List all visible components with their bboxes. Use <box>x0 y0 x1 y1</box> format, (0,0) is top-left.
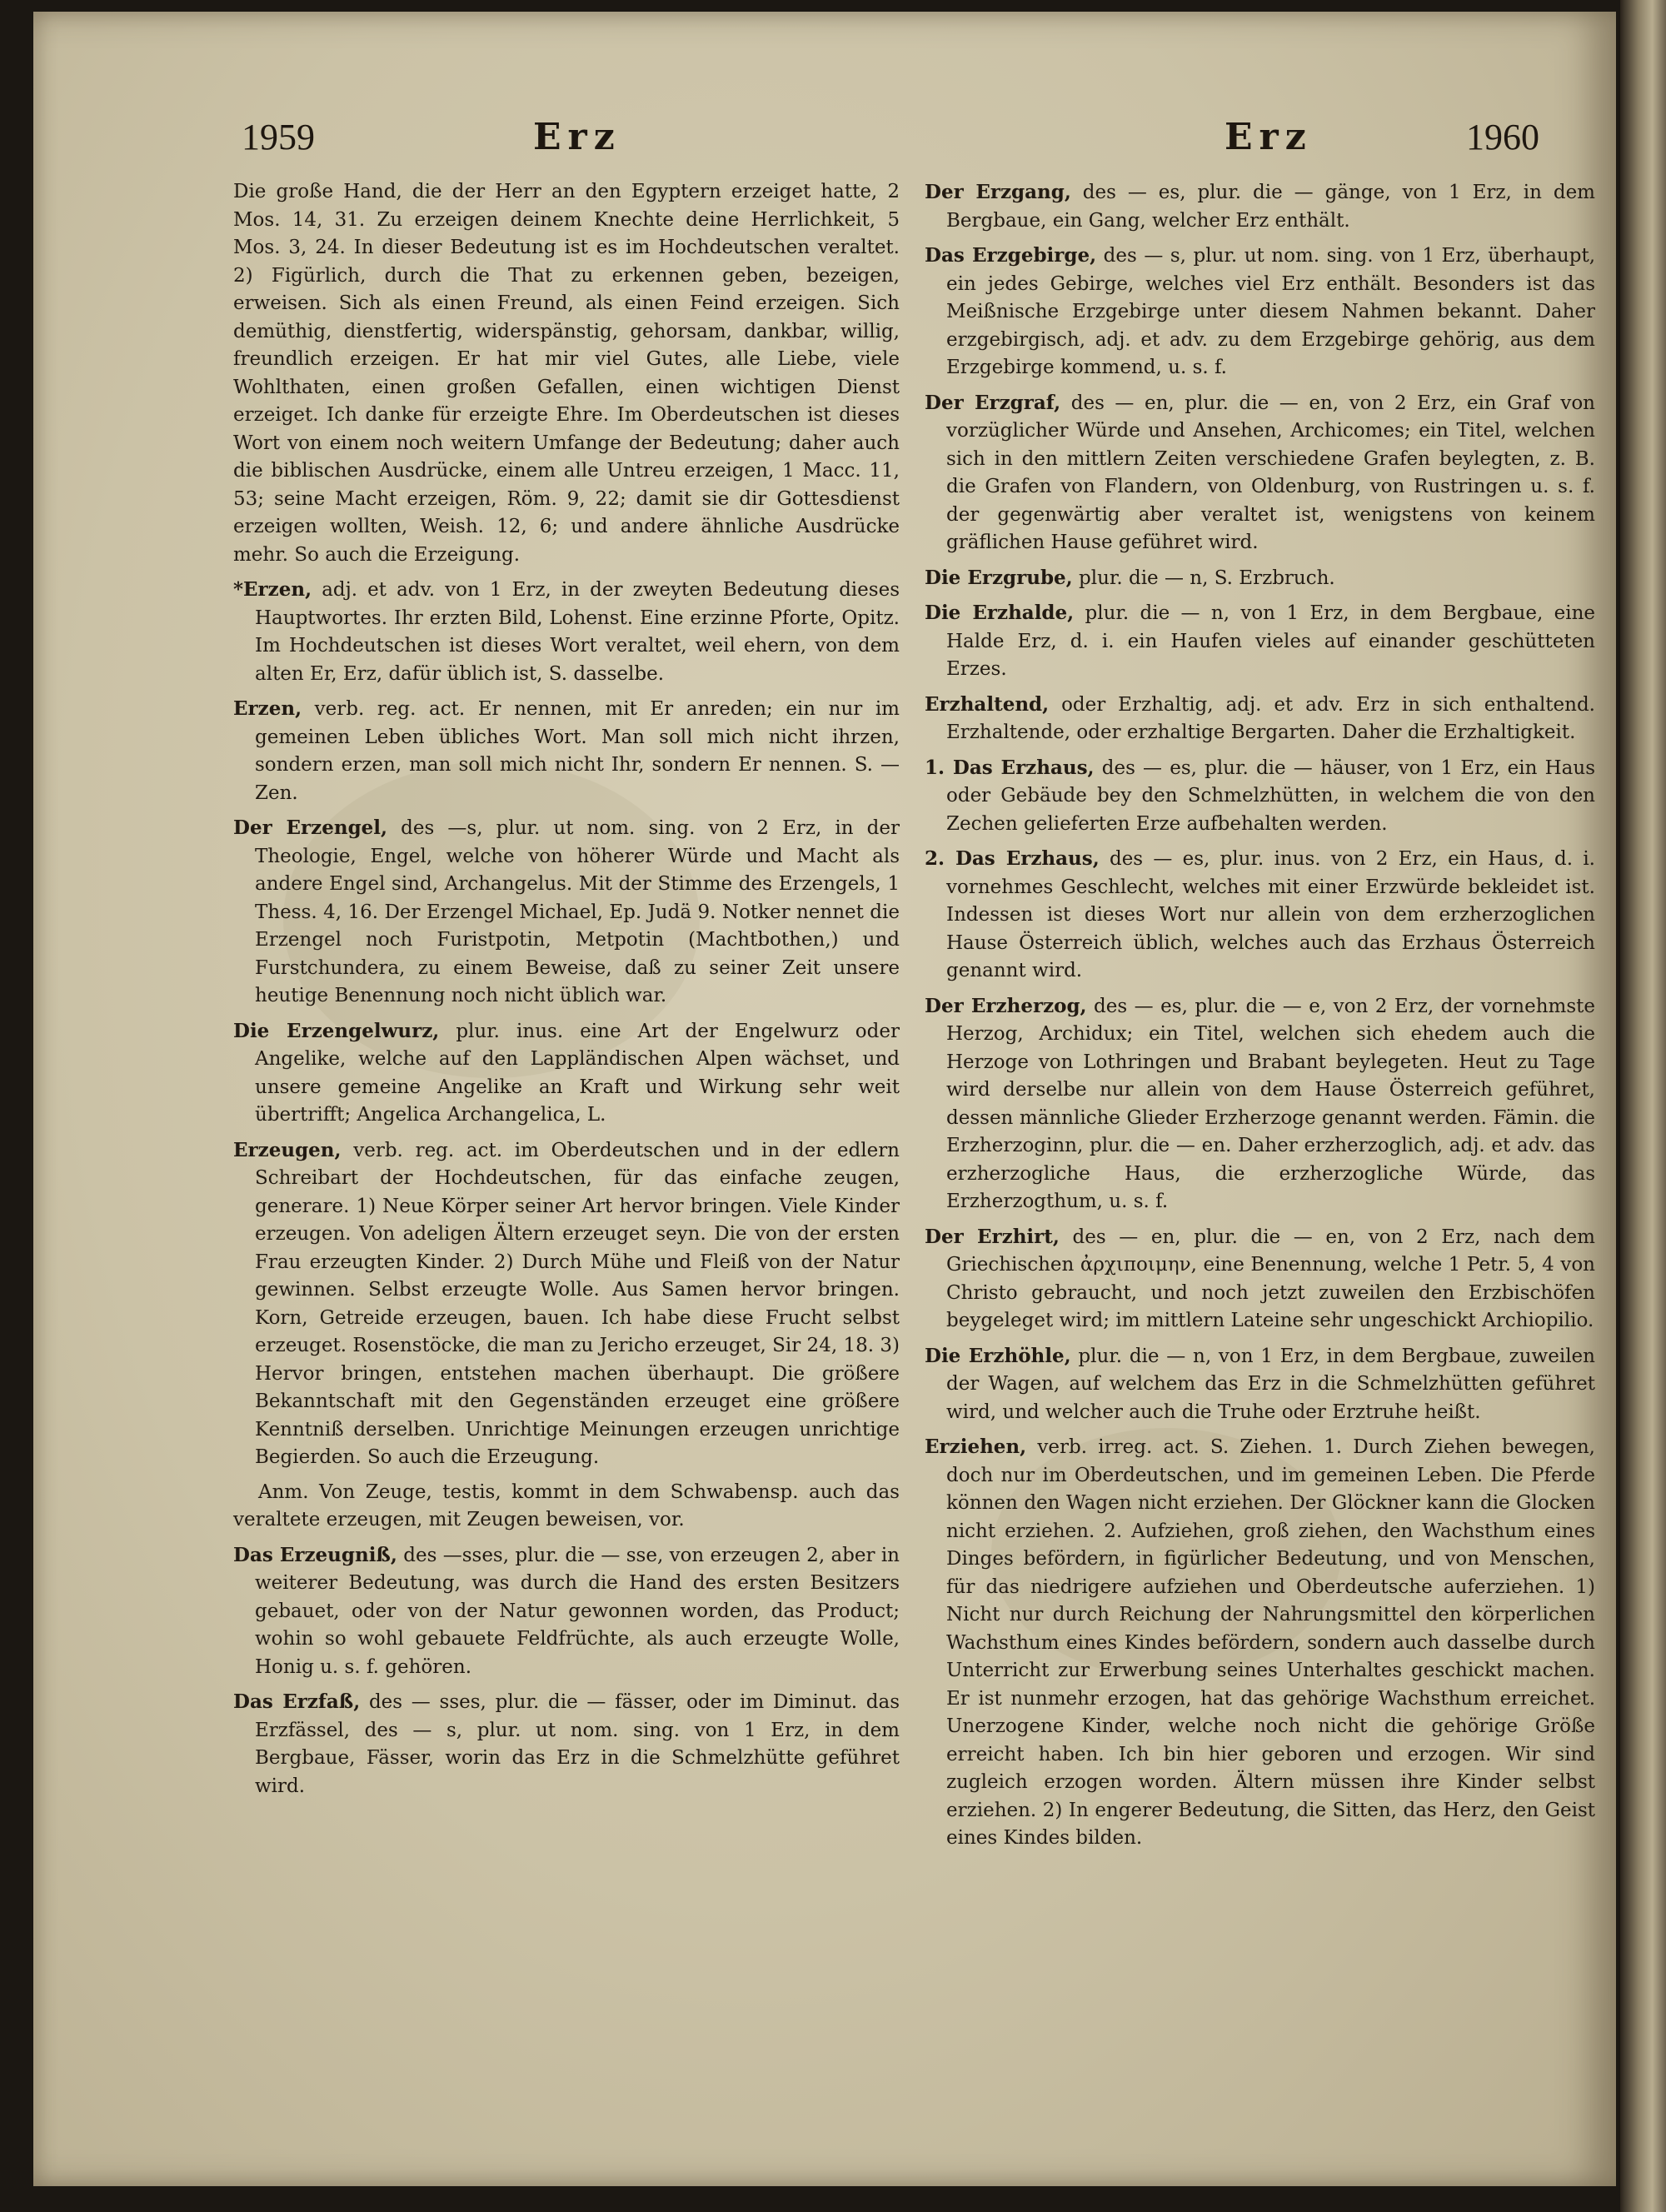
entry-headword: 2. Das Erzhaus, <box>925 847 1100 870</box>
page-number-right: 1960 <box>1466 117 1539 157</box>
entry-text: plur. die — n, von 1 Erz, in dem Bergbaue, zuweilen der Wagen, auf welchem das Erz in die Schmelzhütten geführet wird, und welcher auch die Truhe oder Erztruhe heißt. <box>946 1345 1595 1423</box>
entry-headword: Die Erzengelwurz, <box>233 1019 440 1042</box>
dictionary-entry <box>925 1223 1595 1336</box>
entry-text: des — es, plur. die — häuser, von 1 Erz, ein Haus oder Gebäude bey den Schmelzhütten, in welchem die von den Zechen gelieferten Erze aufbehalten werden. <box>946 756 1596 835</box>
entry-text: adj. et adv. von 1 Erz, in der zweyten Bedeutung dieses Hauptwortes. Ihr erzten Bild, Lohenst. Eine erzinne Pforte, Opitz. Im Hochdeutschen ist dieses Wort veraltet, weil ehern, von dem alten Er, Erz, dafür üblich ist, S. dasselbe. <box>255 579 900 685</box>
page-number-left: 1959 <box>242 117 315 157</box>
entry-text: des — s, plur. ut nom. sing. von 1 Erz, überhaupt, ein jedes Gebirge, welches viel Erz enthält. Besonders ist das Meißnische Erzgebirge unter diesem Nahmen bekannt. Daher erzgebirgisch, adj. et adv. zu dem Erzgebirge gehörig, aus dem Erzgebirge kommend, u. s. f. <box>946 245 1596 378</box>
entry-text: Die große Hand, die der Herr an den Egyptern erzeiget hatte, 2 Mos. 14, 31. Zu erzeigen deinem Knechte deine Herrlichkeit, 5 Mos. 3, 24. In dieser Bedeutung ist es im Hochdeutschen veraltet. 2) Figürlich, durch die That zu erkennen geben, bezeigen, erweisen. Sich als einen Freund, als einen Feind erzeigen. Sich demüthig, dienstfertig, widerspänstig, gehorsam, dankbar, willig, freundlich erzeigen. Er hat mir viel Gutes, alle Liebe, viele Wohlthaten, einen großen Gefallen, einen wichtigen Dienst erzeiget. Ich danke für erzeigte Ehre. Im Oberdeutschen ist dieses Wort von einem noch weitern Umfange der Bedeutung; daher auch die biblischen Ausdrücke, einem alle Untreu erzeigen, 1 Macc. 11, 53; seine Macht erzeigen, Röm. 9, 22; damit sie dir Gottesdienst erzeigen wollten, Weish. 12, 6; und andere ähnliche Ausdrücke mehr. So auch die Erzeigung. <box>233 181 900 566</box>
entry-text: plur. die — n, von 1 Erz, in dem Bergbaue, eine Halde Erz, d. i. ein Haufen vieles auf einander geschütteten Erzes. <box>946 602 1595 680</box>
entry-text: des — en, plur. die — en, von 2 Erz, ein Graf von vorzüglicher Würde und Ansehen, Archicomes; ein Titel, welchen sich in den mittlern Zeiten verschiedene Grafen beylegten, z. B. die Grafen von Flandern, von Oldenburg, von Rustringen u. s. f. der gegenwärtig aber veraltet ist, wenigstens von keinem gräflichen Hause geführet wird. <box>946 392 1595 553</box>
entry-text: verb. reg. act. im Oberdeutschen und in der edlern Schreibart der Hochdeutschen, für das einfache zeugen, generare. 1) Neue Körper seiner Art hervor bringen. Viele Kinder erzeugen. Von adeligen Ältern erzeuget seyn. Die von der ersten Frau erzeugten Kinder. 2) Durch Mühe und Fleiß von der Natur gewinnen. Selbst erzeugte Wolle. Aus Samen hervor bringen. Korn, Getreide erzeugen, bauen. Ich habe diese Frucht selbst erzeuget. Rosenstöcke, die man zu Jericho erzeuget, Sir 24, 18. 3) Hervor bringen, entstehen machen überhaupt. Die größere Bekanntschaft mit den Gegenständen erzeuget eine größere Kenntniß derselben. Unrichtige Meinungen erzeugen unrichtige Begierden. So auch die Erzeugung. <box>255 1139 900 1468</box>
dictionary-entry <box>925 1433 1595 1853</box>
dictionary-entry <box>925 564 1595 593</box>
entry-text: des — es, plur. die — e, von 2 Erz, der vornehmste Herzog, Archidux; ein Titel, welchen sich ehedem auch die Herzoge von Lothringen und Brabant beylegeten. Heut zu Tage wird derselbe nur allein von dem Hause Österreich geführet, dessen männliche Glieder Erzherzoge genannt werden. Fämin. die Erzherzoginn, plur. die — en. Daher erzherzoglich, adj. et adv. das erzherzogliche Haus, die erzherzogliche Würde, das Erzherzogthum, u. s. f. <box>946 995 1595 1212</box>
dictionary-entry <box>925 389 1595 557</box>
entry-headword: *Erzen, <box>233 578 312 601</box>
entry-headword: 1. Das Erzhaus, <box>925 756 1095 779</box>
dictionary-entry <box>233 1136 900 1472</box>
running-headword-right: Erz <box>1225 116 1313 158</box>
continued-entry <box>233 178 900 569</box>
dictionary-entry <box>925 599 1595 684</box>
dictionary-entry <box>233 1541 900 1682</box>
entry-headword: Erzeugen, <box>233 1138 342 1161</box>
entry-text: verb. reg. act. Er nennen, mit Er anreden; ein nur im gemeinen Leben übliches Wort. Man soll mich nicht ihrzen, sondern erzen, man soll mich nicht Ihr, sondern Er nennen. S. — Zen. <box>255 698 900 804</box>
next-page-edge <box>1620 0 1666 2212</box>
dictionary-entry <box>925 691 1595 747</box>
entry-headword: Erzhaltend, <box>925 692 1050 716</box>
entry-headword: Das Erzgebirge, <box>925 244 1097 267</box>
entry-text: plur. die — n, S. Erzbruch. <box>1072 567 1335 589</box>
entry-headword: Der Erzherzog, <box>925 994 1087 1017</box>
dictionary-entry <box>925 754 1595 839</box>
entry-headword: Die Erzgrube, <box>925 566 1073 589</box>
dictionary-entry <box>925 992 1595 1216</box>
dictionary-entry <box>925 242 1595 382</box>
entry-text: Anm. Von Zeuge, testis, kommt in dem Schwabensp. auch das veraltete erzeugen, mit Zeugen beweisen, vor. <box>233 1480 900 1530</box>
dictionary-entry <box>233 814 900 1011</box>
dictionary-entry <box>925 178 1595 235</box>
annotation-paragraph <box>233 1479 900 1535</box>
entry-text: des — en, plur. die — en, von 2 Erz, nach dem Griechischen ἀρχιποιμην, eine Benennung, welche 1 Petr. 5, 4 von Christo gebraucht, und noch jetzt zuweilen den Erzbischöfen beygeleget wird; im mittlern Lateine sehr ungeschickt Archiopilio. <box>946 1226 1595 1331</box>
entry-headword: Die Erzhöhle, <box>925 1344 1071 1367</box>
dictionary-entry <box>233 1688 900 1800</box>
dictionary-entry <box>233 1017 900 1130</box>
page-header <box>33 99 1616 174</box>
left-column <box>233 178 900 1807</box>
entry-headword: Das Erzeugniß, <box>233 1543 397 1566</box>
entry-text: des — es, plur. die — gänge, von 1 Erz, in dem Bergbaue, ein Gang, welcher Erz enthält. <box>946 182 1595 232</box>
entry-headword: Das Erzfaß, <box>233 1690 361 1713</box>
entry-headword: Erziehen, <box>925 1436 1027 1458</box>
running-headword-left: Erz <box>533 116 621 158</box>
entry-headword: Der Erzhirt, <box>925 1225 1060 1248</box>
entry-text: des —s, plur. ut nom. sing. von 2 Erz, in der Theologie, Engel, welche von höherer Würde und Macht als andere Engel sind, Archangelus. Mit der Stimme des Erzengels, 1 Thess. 4, 16. Der Erzengel Michael, Ep. Judä 9. Notker nennet die Erzengel noch Furistpotin, Metpotin (Machtbothen,) und Furstchundera, zu einem Beweise, daß zu seiner Zeit unsere heutige Benennung noch nicht üblich war. <box>255 817 900 1006</box>
entry-text: verb. irreg. act. S. Ziehen. 1. Durch Ziehen bewegen, doch nur im Oberdeutschen, und im gemeinen Leben. Die Pferde können den Wagen nicht erziehen. Der Glöckner kann die Glocken nicht erziehen. 2. Aufziehen, groß ziehen, den Wachsthum eines Dinges befördern, in figürlicher Bedeutung, und von Menschen, für das niedrigere aufziehen und Oberdeutsche auferziehen. 1) Nicht nur durch Reichung der Nahrungsmittel den körperlichen Wachsthum eines Kindes befördern, sondern auch dasselbe durch Unterricht zur Erwerbung seines Unterhaltes geschickt machen. Er ist nunmehr erzogen, hat das gehörige Wachsthum erreichet. Unerzogene Kinder, welche noch nicht die gehörige Größe erreicht haben. Ich bin hier geboren und erzogen. Wir sind zugleich erzogen worden. Ältern müssen ihre Kinder selbst erziehen. 2) In engerer Bedeutung, die Sitten, das Herz, den Geist eines Kindes bilden. <box>946 1436 1595 1849</box>
dictionary-entry <box>925 1342 1595 1427</box>
entry-text: plur. inus. eine Art der Engelwurz oder Angelike, welche auf den Lappländischen Alpen wächset, und unsere gemeine Angelike an Kraft und Wirkung sehr weit übertrifft; Angelica Archangelica, L. <box>255 1020 900 1126</box>
entry-headword: Erzen, <box>233 697 302 720</box>
entry-text: oder Erzhaltig, adj. et adv. Erz in sich enthaltend. Erzhaltende, oder erzhaltige Bergarten. Daher die Erzhaltigkeit. <box>946 693 1595 743</box>
entry-headword: Die Erzhalde, <box>925 602 1075 624</box>
dictionary-entry <box>233 695 900 807</box>
right-column <box>925 178 1595 1860</box>
book-page <box>33 12 1616 2186</box>
entry-text: des — sses, plur. die — fässer, oder im Diminut. das Erzfässel, des — s, plur. ut nom. sing. von 1 Erz, in dem Bergbaue, Fässer, worin das Erz in die Schmelzhütte geführet wird. <box>255 1691 900 1797</box>
entry-headword: Der Erzgang, <box>925 181 1071 203</box>
entry-text: des — es, plur. inus. von 2 Erz, ein Haus, d. i. vornehmes Geschlecht, welches mit einer Erzwürde bekleidet ist. Indessen ist dieses Wort nur allein von dem erzherzoglichen Hause Österreich üblich, welches auch das Erzhaus Österreich genannt wird. <box>946 848 1595 981</box>
entry-headword: Der Erzgraf, <box>925 391 1061 414</box>
entry-headword: Der Erzengel, <box>233 816 388 839</box>
dictionary-entry <box>925 845 1595 986</box>
dictionary-entry <box>233 576 900 688</box>
entry-text: des —sses, plur. die — sse, von erzeugen 2, aber in weiterer Bedeutung, was durch die Hand des ersten Besitzers gebauet, oder von der Natur gewonnen worden, das Product; wohin so wohl gebauete Feldfrüchte, als auch erzeugte Wolle, Honig u. s. f. gehören. <box>255 1544 900 1678</box>
